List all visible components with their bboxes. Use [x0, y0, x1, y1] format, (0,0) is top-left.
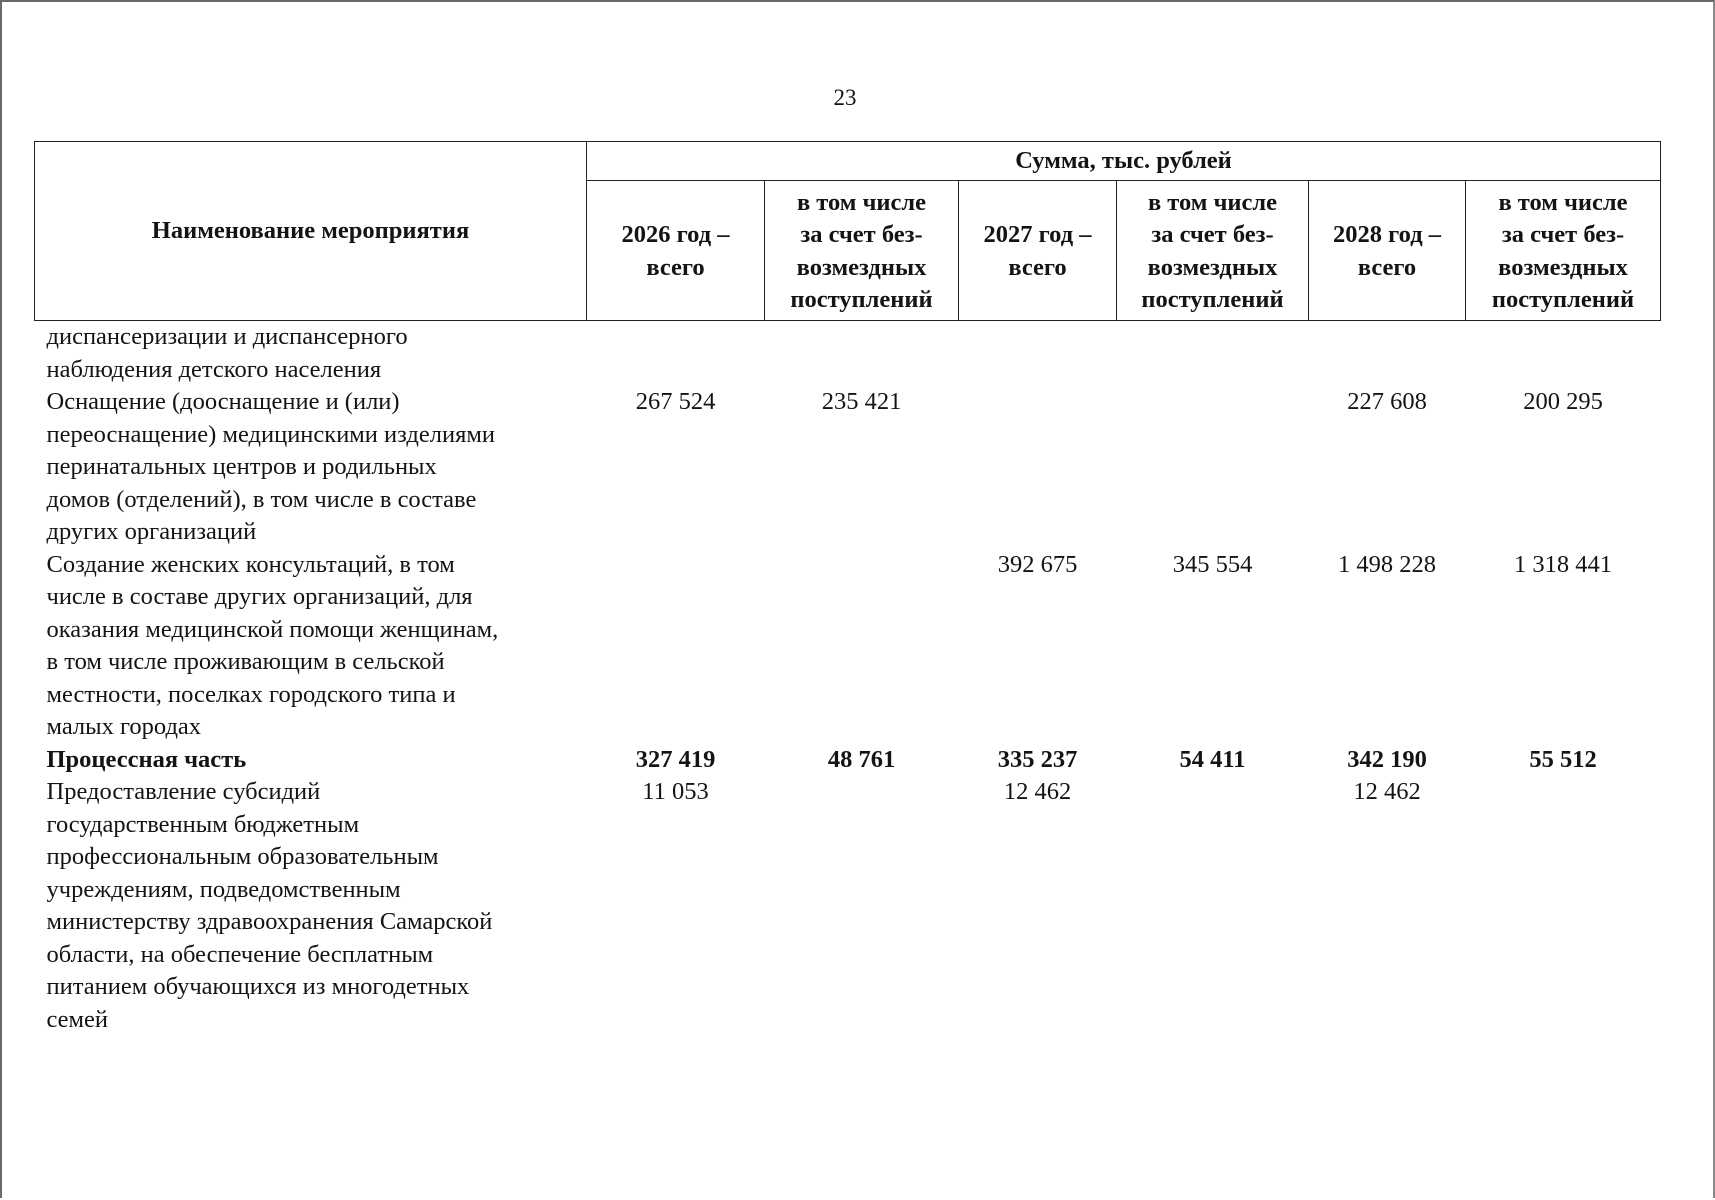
row-value-cell [1309, 321, 1466, 387]
row-value-cell [587, 321, 765, 387]
row-value-cell [959, 386, 1117, 549]
column-header-name: Наименование мероприятия [35, 142, 587, 321]
table-body [35, 321, 1661, 1037]
column-header-2028-gratuitous: в том числе за счет без- возмездных поступлений [1466, 181, 1661, 321]
row-value-cell: 12 462 [1003, 778, 1072, 805]
row-value-cell: 200 295 [1523, 388, 1603, 415]
row-value-cell [765, 549, 959, 744]
row-value-cell [1466, 776, 1661, 1036]
row-value-cell: 1 498 228 [1338, 550, 1436, 578]
row-name-cell: диспансеризации и диспансерного наблюдения детского населения [46, 323, 408, 383]
column-header-2027-gratuitous: в том числе за счет без- возмездных поступлений [1117, 181, 1309, 321]
column-header-2026-total: 2026 год – всего [587, 181, 765, 321]
row-value-cell [1117, 386, 1309, 549]
table-row-section-total [35, 744, 1661, 777]
column-header-2026-gratuitous: в том числе за счет без- возмездных поступлений [765, 181, 959, 321]
row-value-cell: 392 675 [997, 550, 1078, 578]
row-value-cell: 342 190 [1347, 745, 1427, 773]
row-value-cell [1466, 321, 1661, 387]
row-value-cell: 54 411 [1179, 745, 1246, 773]
row-value-cell: 345 554 [1172, 550, 1253, 578]
row-value-cell: 235 421 [821, 388, 902, 415]
row-value-cell [1117, 776, 1309, 1036]
row-value-cell [765, 776, 959, 1036]
column-header-2027-total: 2027 год – всего [959, 181, 1117, 321]
row-value-cell: 227 608 [1347, 388, 1427, 415]
row-name-cell: Процессная часть [46, 745, 247, 773]
row-value-cell [587, 549, 765, 744]
row-value-cell [1117, 321, 1309, 387]
row-value-cell: 48 761 [827, 745, 896, 773]
row-value-cell: 11 053 [642, 778, 709, 805]
row-name-cell: Создание женских консультаций, в том числе в составе других организаций, для оказания медицинской помощи женщинам, в том числе проживающим в сельской местности, поселках городского типа и малых городах [46, 550, 499, 740]
column-header-2028-total: 2028 год – всего [1309, 181, 1466, 321]
column-group-header-sum: Сумма, тыс. рублей [587, 142, 1661, 181]
row-value-cell: 55 512 [1529, 745, 1597, 773]
table-row [35, 549, 1661, 744]
budget-table [34, 141, 1661, 1036]
row-value-cell: 267 524 [635, 388, 716, 415]
page-number: 23 [833, 85, 857, 110]
row-value-cell: 335 237 [997, 745, 1078, 773]
row-name-cell: Предоставление субсидий государственным бюджетным профессиональным образовательным учреждениям, подведомственным министерству здравоохранения Самарской области, на обеспечение бесплатным питанием обучающихся из многодетных семей [46, 778, 493, 1033]
row-value-cell: 12 462 [1353, 778, 1421, 805]
table-row [35, 321, 1661, 387]
table-row [35, 386, 1661, 549]
row-value-cell [959, 321, 1117, 387]
row-value-cell: 327 419 [635, 745, 716, 773]
row-value-cell: 1 318 441 [1514, 550, 1612, 578]
table-row [35, 776, 1661, 1036]
row-value-cell [765, 321, 959, 387]
row-name-cell: Оснащение (дооснащение и (или) переоснащение) медицинскими изделиями перинатальных центров и родильных домов (отделений), в том числе в составе других организаций [46, 388, 495, 545]
